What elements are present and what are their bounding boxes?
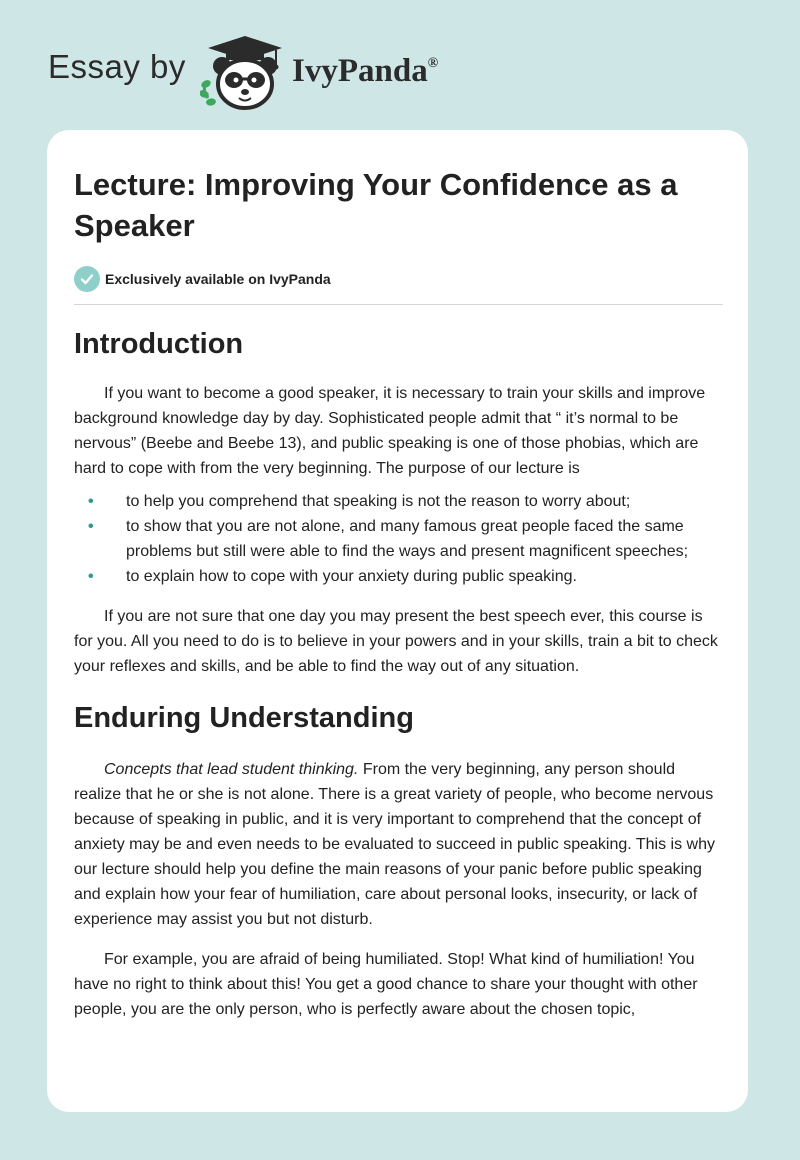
brand-name[interactable] [292,53,438,90]
list-item-text: to show that you are not alone, and many famous great people faced the same problems but still were able to find the ways and present magnificent speeches; [126,518,689,560]
purpose-list [74,489,724,589]
site-header [48,32,498,112]
essay-by-label: Essay by [48,48,186,85]
article-content [74,164,724,1022]
page-title: Lecture: Improving Your Confidence as a Speaker [74,167,678,243]
article-card [47,130,748,1112]
bullet-icon: • [88,518,94,535]
list-item-text: to help you comprehend that speaking is not the reason to worry about; [126,493,631,510]
list-item [74,564,724,589]
registered-mark: ® [427,56,439,71]
list-item [74,514,724,564]
bullet-icon: • [88,568,94,585]
exclusive-badge-label: Exclusively available on IvyPanda [105,271,331,287]
ivypanda-logo-icon[interactable] [200,32,290,117]
intro-paragraph-2: If you are not sure that one day you may present the best speech ever, this course is for you. All you need to do is to believe in your powers and in your skills, train a bit to check your reflexes and skills, and be able to find the way out of any situation. [74,608,718,675]
intro-paragraph-1: If you want to become a good speaker, it is necessary to train your skills and improve background knowledge day by day. Sophisticated people admit that “ it’s normal to be nervous” (Beebe and Beebe 13), and public speaking is one of those phobias, which are hard to cope with from the very beginning. The purpose of our lecture is [74,385,706,477]
check-circle-icon [74,266,100,292]
enduring-paragraph-1 [74,757,724,932]
section-heading-enduring-understanding: Enduring Understanding [74,702,414,734]
italic-lead: Concepts that lead student thinking. [104,761,359,778]
brand-text: IvyPanda [292,53,428,89]
paragraph-body: From the very beginning, any person should realize that he or she is not alone. There is a great variety of people, who become nervous because of speaking in public, and it is very important to comprehend that the concept of anxiety may be and even needs to be evaluated to succeed in public speaking. This is why our lecture should help you define the main reasons of your panic before public speaking and explain how your fear of humiliation, care about personal looks, insecurity, or lack of experience may assist you but not disturb. [74,761,715,928]
list-item [74,489,724,514]
divider [74,304,723,305]
list-item-text: to explain how to cope with your anxiety during public speaking. [126,568,577,585]
enduring-paragraph-2: For example, you are afraid of being humiliated. Stop! What kind of humiliation! You have no right to think about this! You get a good chance to share your thought with other people, you are the only person, who is perfectly aware about the chosen topic, [74,951,698,1018]
section-heading-introduction: Introduction [74,328,244,360]
exclusive-badge [74,266,724,292]
bullet-icon: • [88,493,94,510]
